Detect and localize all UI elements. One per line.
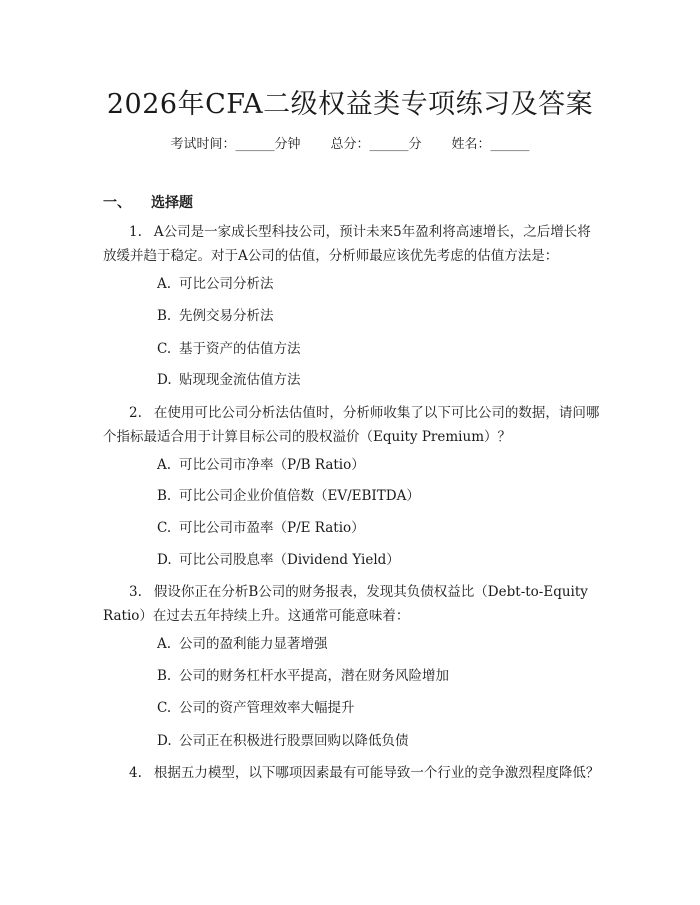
question-3-option-b bbox=[157, 666, 449, 686]
option-letter: A. bbox=[157, 276, 172, 292]
option-text: 可比公司企业价值倍数（EV/EBITDA） bbox=[179, 488, 420, 504]
exam-meta-line bbox=[0, 133, 700, 152]
option-text: 先例交易分析法 bbox=[179, 308, 274, 324]
question-2-option-a bbox=[157, 455, 365, 475]
question-1-option-d bbox=[157, 370, 301, 390]
option-text: 公司的财务杠杆水平提高，潜在财务风险增加 bbox=[179, 668, 449, 684]
option-text: 可比公司股息率（Dividend Yield） bbox=[179, 552, 400, 568]
question-3 bbox=[103, 580, 600, 628]
question-2-option-d bbox=[157, 550, 400, 570]
total-score-field: 总分：______分 bbox=[330, 137, 422, 152]
question-4 bbox=[103, 761, 600, 785]
option-letter: B. bbox=[157, 668, 172, 684]
question-text: 假设你正在分析B公司的财务报表，发现其负债权益比（Debt-to-Equity Ratio）在过去五年持续上升。这通常可能意味着： bbox=[103, 584, 588, 624]
question-1 bbox=[103, 220, 600, 268]
option-letter: D. bbox=[157, 552, 172, 568]
option-text: 公司的盈利能力显著增强 bbox=[179, 636, 328, 652]
section-number: 一、 bbox=[103, 195, 131, 211]
option-text: 可比公司市净率（P/B Ratio） bbox=[179, 457, 365, 473]
exam-time-field: 考试时间：______分钟 bbox=[170, 137, 301, 152]
question-3-option-d bbox=[157, 731, 409, 751]
section-heading bbox=[103, 192, 193, 212]
question-1-option-c bbox=[157, 339, 301, 359]
question-number: 3. bbox=[129, 584, 142, 600]
option-letter: A. bbox=[157, 457, 172, 473]
document-title: 2026年CFA二级权益类专项练习及答案 bbox=[106, 89, 594, 120]
question-number: 4. bbox=[129, 765, 142, 781]
question-number: 2. bbox=[129, 405, 142, 421]
option-letter: D. bbox=[157, 733, 172, 749]
option-letter: A. bbox=[157, 636, 172, 652]
option-letter: C. bbox=[157, 700, 172, 716]
option-text: 公司正在积极进行股票回购以降低负债 bbox=[179, 733, 409, 749]
option-letter: B. bbox=[157, 308, 172, 324]
option-letter: C. bbox=[157, 341, 172, 357]
option-text: 基于资产的估值方法 bbox=[179, 341, 301, 357]
option-text: 贴现现金流估值方法 bbox=[179, 372, 301, 388]
question-text: 根据五力模型，以下哪项因素最有可能导致一个行业的竞争激烈程度降低？ bbox=[153, 765, 600, 781]
question-3-option-c bbox=[157, 698, 355, 718]
question-3-option-a bbox=[157, 634, 328, 654]
option-letter: C. bbox=[157, 520, 172, 536]
question-number: 1. bbox=[129, 224, 142, 240]
section-title: 选择题 bbox=[151, 195, 193, 211]
option-letter: D. bbox=[157, 372, 172, 388]
option-letter: B. bbox=[157, 488, 172, 504]
option-text: 可比公司市盈率（P/E Ratio） bbox=[179, 520, 365, 536]
question-1-option-b bbox=[157, 306, 274, 326]
question-2-option-c bbox=[157, 518, 365, 538]
question-text: 在使用可比公司分析法估值时，分析师收集了以下可比公司的数据，请问哪个指标最适合用于计算目标公司的股权溢价（Equity Premium）？ bbox=[103, 405, 600, 445]
student-name-field: 姓名：______ bbox=[451, 137, 530, 152]
option-text: 可比公司分析法 bbox=[179, 276, 274, 292]
question-2 bbox=[103, 401, 600, 449]
question-1-option-a bbox=[157, 274, 274, 294]
question-text: A公司是一家成长型科技公司，预计未来5年盈利将高速增长，之后增长将放缓并趋于稳定。对于A公司的估值，分析师最应该优先考虑的估值方法是： bbox=[103, 224, 591, 264]
question-2-option-b bbox=[157, 486, 420, 506]
option-text: 公司的资产管理效率大幅提升 bbox=[179, 700, 355, 716]
